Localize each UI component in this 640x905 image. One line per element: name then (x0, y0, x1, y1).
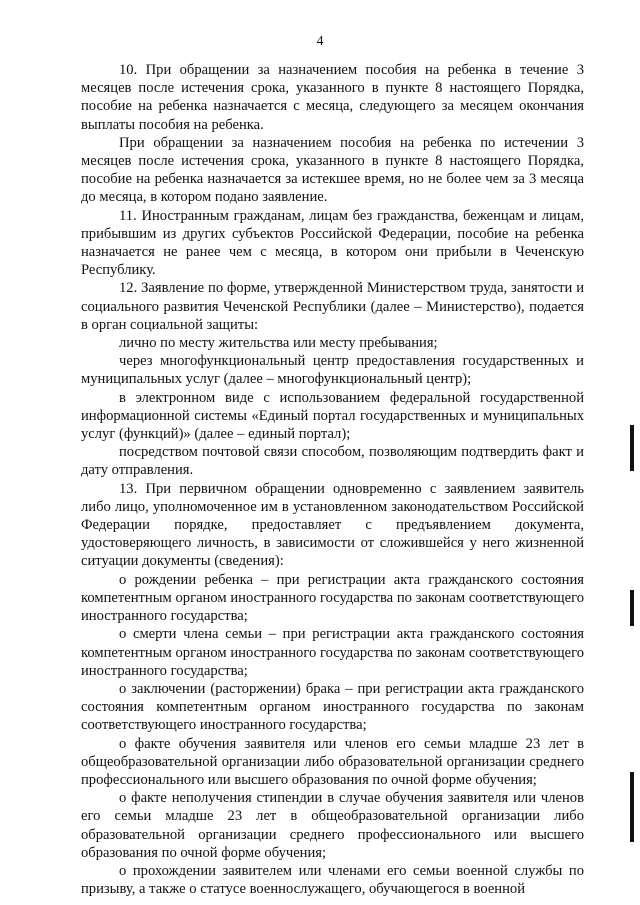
list-item-birth: о рождении ребенка – при регистрации акта гражданского состояния компетентным органом иностранного государства по законам соответствующего иностранного государства; (81, 571, 584, 625)
list-item-education: о факте обучения заявителя или членов его семьи младше 23 лет в общеобразовательной организации либо образовательной организации среднего профессионального или высшего образования по очной форме обучения; (81, 735, 584, 788)
list-item-postal: посредством почтовой связи способом, позволяющим подтвердить факт и дату отправления. (81, 444, 584, 479)
scan-edge-mark (630, 425, 634, 471)
paragraph-10-continued: При обращении за назначением пособия на ребенка по истечении 3 месяцев после истечения срока, указанного в пункте 8 настоящего Порядка, пособие на ребенка назначается за истекшее время, но не более чем за 3 месяца до месяца, в котором подано заявление. (81, 134, 584, 206)
paragraph-10: 10. При обращении за назначением пособия на ребенка в течение 3 месяцев после истечения срока, указанного в пункте 8 настоящего Порядка, пособие на ребенка назначается с месяца, следующего за месяцем окончания выплаты пособия на ребенка. (81, 62, 584, 133)
paragraph-13: 13. При первичном обращении одновременно с заявлением заявитель либо лицо, уполномоченное им в установленном законодательством Российской Федерации порядке, предоставляет с предъявлением документа, удостоверяющего личность, в зависимости от сложившейся у него жизненной ситуации документы (сведения): (81, 480, 584, 570)
paragraph-11: 11. Иностранным гражданам, лицам без гражданства, беженцам и лицам, прибывшим из других субъектов Российской Федерации, пособие на ребенка назначается не ранее чем с месяца, в котором они прибыли в Чеченскую Республику. (81, 207, 584, 279)
list-item-in-person: лично по месту жительства или месту пребывания; (119, 335, 438, 352)
list-item-mfc: через многофункциональный центр предоставления государственных и муниципальных услуг (далее – многофункциональный центр); (81, 353, 584, 388)
scan-edge-mark (630, 772, 634, 842)
scan-edge-mark (630, 590, 634, 626)
list-item-electronic: в электронном виде с использованием федеральной государственной информационной системы «Единый портал государственных и муниципальных услуг (функций)» (далее – единый портал); (81, 389, 584, 443)
list-item-stipend: о факте неполучения стипендии в случае обучения заявителя или членов его семьи младше 23 лет в общеобразовательной организации либо образовательной организации среднего профессионального или высшего образования по очной форме обучения; (81, 790, 584, 861)
page-body (81, 61, 584, 898)
list-item-military: о прохождении заявителем или членами его семьи военной службы по призыву, а также о статусе военнослужащего, обучающегося в военной (81, 862, 584, 898)
page-number: 4 (316, 34, 324, 49)
list-item-marriage: о заключении (расторжении) брака – при регистрации акта гражданского состояния компетентным органом иностранного государства по законам соответствующего иностранного государства; (81, 680, 584, 734)
list-item-death: о смерти члена семьи – при регистрации акта гражданского состояния компетентным органом иностранного государства по законам соответствующего иностранного государства; (81, 626, 584, 679)
paragraph-12: 12. Заявление по форме, утвержденной Министерством труда, занятости и социального развития Чеченской Республики (далее – Министерство), подается в орган социальной защиты: (81, 280, 584, 333)
